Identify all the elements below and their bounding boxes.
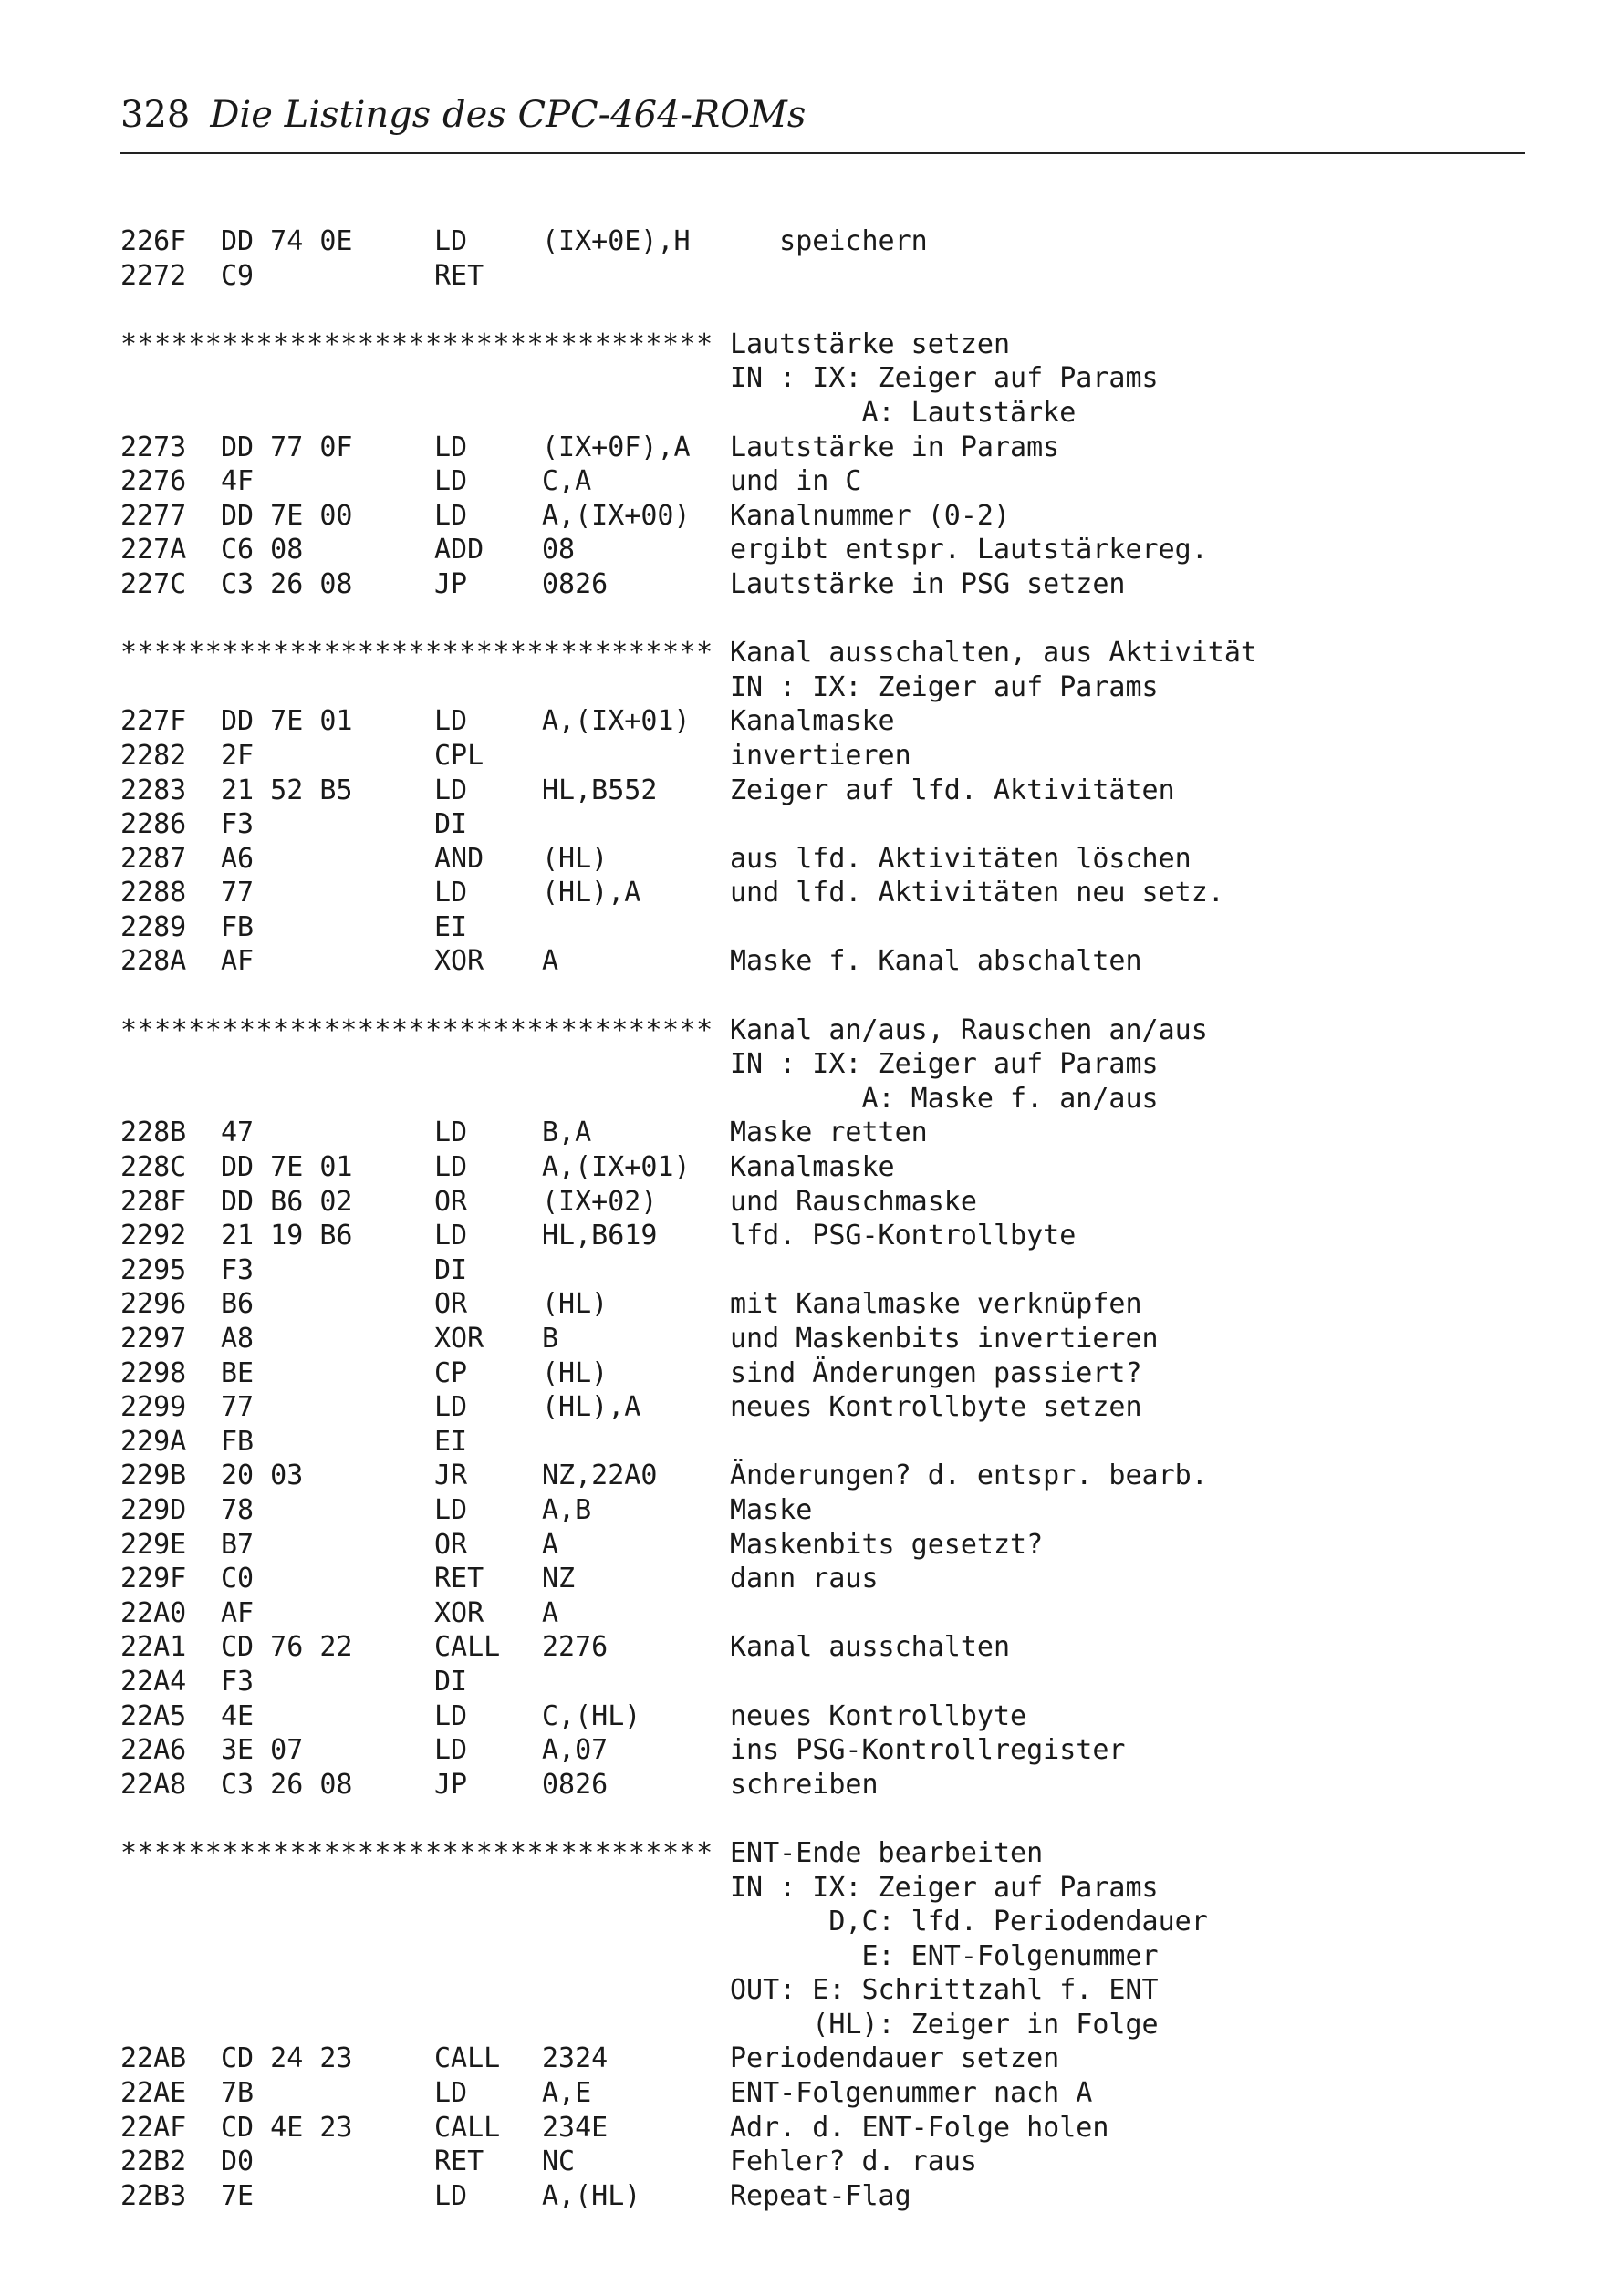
code-line: [120, 2145, 1489, 2179]
address: 22A4: [120, 1665, 187, 1698]
opcode-bytes: C9: [221, 259, 255, 292]
comment: und Rauschmaske: [730, 1185, 977, 1218]
section-gap: [120, 602, 1489, 637]
address: 227F: [120, 705, 187, 738]
opcode-bytes: DD 77 0F: [221, 431, 353, 463]
code-line: [120, 1116, 1489, 1150]
opcode-bytes: FB: [221, 910, 255, 943]
opcode-bytes: 20 03: [221, 1460, 304, 1492]
operand: 2324: [542, 2042, 609, 2075]
mnemonic: LD: [434, 1734, 468, 1767]
code-line: [120, 2111, 1489, 2145]
opcode-bytes: CD 76 22: [221, 1631, 353, 1664]
section-header: [120, 1836, 1489, 1871]
opcode-bytes: C6 08: [221, 534, 304, 566]
code-line: [120, 1562, 1489, 1596]
operand: NZ: [542, 1563, 576, 1595]
opcode-bytes: 7E: [221, 2179, 255, 2212]
comment: und lfd. Aktivitäten neu setz.: [730, 877, 1224, 909]
mnemonic: XOR: [434, 945, 484, 978]
mnemonic: DI: [434, 808, 468, 841]
address: 2298: [120, 1356, 187, 1389]
address: 229B: [120, 1460, 187, 1492]
code-line: [120, 1322, 1489, 1356]
code-line: [120, 876, 1489, 910]
address: 2296: [120, 1288, 187, 1321]
address: 22A0: [120, 1596, 187, 1629]
section-gap: [120, 1802, 1489, 1836]
address: 228F: [120, 1185, 187, 1218]
mnemonic: LD: [434, 705, 468, 738]
code-line: [120, 944, 1489, 979]
separator-stars: ***********************************: [120, 1836, 713, 1869]
operand: C,A: [542, 465, 592, 498]
mnemonic: CALL: [434, 2042, 501, 2075]
address: 226F: [120, 225, 187, 257]
section-note: [120, 1939, 1489, 1974]
opcode-bytes: 4F: [221, 465, 255, 498]
operand: A,(IX+01): [542, 705, 691, 738]
comment: schreiben: [730, 1768, 879, 1801]
code-line: [120, 807, 1489, 842]
opcode-bytes: C0: [221, 1563, 255, 1595]
operand: A,(IX+01): [542, 1151, 691, 1184]
comment: Lautstärke in Params: [730, 431, 1060, 463]
comment: speichern: [730, 225, 928, 257]
code-line: [120, 1596, 1489, 1631]
code-line: [120, 910, 1489, 945]
address: 22AF: [120, 2111, 187, 2144]
code-line: [120, 2076, 1489, 2111]
address: 22A8: [120, 1768, 187, 1801]
section-comment: (HL): Zeiger in Folge: [730, 2008, 1159, 2041]
opcode-bytes: BE: [221, 1356, 255, 1389]
mnemonic: OR: [434, 1185, 468, 1218]
code-line: [120, 1528, 1489, 1563]
operand: (HL),A: [542, 877, 641, 909]
code-line: [120, 1219, 1489, 1253]
address: 2295: [120, 1253, 187, 1286]
mnemonic: LD: [434, 1117, 468, 1149]
comment: Lautstärke in PSG setzen: [730, 567, 1126, 600]
operand: 08: [542, 534, 576, 566]
comment: Fehler? d. raus: [730, 2145, 977, 2178]
code-line: [120, 224, 1489, 259]
address: 2292: [120, 1220, 187, 1252]
opcode-bytes: 3E 07: [221, 1734, 304, 1767]
code-line: [120, 533, 1489, 567]
comment: Kanalnummer (0-2): [730, 499, 1011, 532]
code-line: [120, 464, 1489, 499]
mnemonic: XOR: [434, 1596, 484, 1629]
section-note: [120, 1973, 1489, 2008]
address: 2297: [120, 1323, 187, 1355]
mnemonic: CALL: [434, 2111, 501, 2144]
operand: (HL): [542, 1288, 609, 1321]
mnemonic: CP: [434, 1356, 468, 1389]
address: 2276: [120, 465, 187, 498]
code-line: [120, 431, 1489, 465]
comment: Kanal ausschalten: [730, 1631, 1011, 1664]
mnemonic: JP: [434, 1768, 468, 1801]
code-line: [120, 842, 1489, 877]
address: 2282: [120, 739, 187, 772]
operand: A: [542, 1528, 559, 1561]
operand: (HL): [542, 1356, 609, 1389]
code-line: [120, 1390, 1489, 1425]
mnemonic: OR: [434, 1288, 468, 1321]
mnemonic: LD: [434, 877, 468, 909]
separator-stars: ***********************************: [120, 1013, 713, 1046]
operand: HL,B552: [542, 774, 658, 806]
code-line: [120, 1253, 1489, 1288]
comment: invertieren: [730, 739, 911, 772]
operand: HL,B619: [542, 1220, 658, 1252]
section-comment: D,C: lfd. Periodendauer: [730, 1906, 1208, 1938]
operand: 234E: [542, 2111, 609, 2144]
section-note: [120, 1871, 1489, 1906]
separator-stars: ***********************************: [120, 327, 713, 360]
mnemonic: LD: [434, 1151, 468, 1184]
opcode-bytes: D0: [221, 2145, 255, 2178]
operand: NC: [542, 2145, 576, 2178]
operand: B: [542, 1323, 559, 1355]
mnemonic: AND: [434, 842, 484, 875]
operand: (IX+02): [542, 1185, 658, 1218]
section-note: [120, 1047, 1489, 1082]
section-comment: Kanal ausschalten, aus Aktivität: [730, 637, 1257, 670]
mnemonic: LD: [434, 1493, 468, 1526]
section-comment: A: Lautstärke: [730, 396, 1077, 429]
comment: Repeat-Flag: [730, 2179, 911, 2212]
operand: A,(HL): [542, 2179, 641, 2212]
opcode-bytes: 47: [221, 1117, 255, 1149]
opcode-bytes: CD 4E 23: [221, 2111, 353, 2144]
mnemonic: OR: [434, 1528, 468, 1561]
section-header: [120, 636, 1489, 670]
mnemonic: EI: [434, 1425, 468, 1458]
address: 228A: [120, 945, 187, 978]
comment: Kanalmaske: [730, 705, 895, 738]
comment: ins PSG-Kontrollregister: [730, 1734, 1126, 1767]
opcode-bytes: F3: [221, 1665, 255, 1698]
comment: mit Kanalmaske verknüpfen: [730, 1288, 1142, 1321]
mnemonic: CPL: [434, 739, 484, 772]
opcode-bytes: DD B6 02: [221, 1185, 353, 1218]
code-line: [120, 1733, 1489, 1768]
comment: Maske retten: [730, 1117, 928, 1149]
operand: B,A: [542, 1117, 592, 1149]
opcode-bytes: A6: [221, 842, 255, 875]
mnemonic: LD: [434, 225, 468, 257]
section-comment: Kanal an/aus, Rauschen an/aus: [730, 1013, 1208, 1046]
mnemonic: LD: [434, 2077, 468, 2110]
mnemonic: JR: [434, 1460, 468, 1492]
operand: C,(HL): [542, 1699, 641, 1732]
comment: Adr. d. ENT-Folge holen: [730, 2111, 1109, 2144]
opcode-bytes: 78: [221, 1493, 255, 1526]
opcode-bytes: DD 74 0E: [221, 225, 353, 257]
comment: aus lfd. Aktivitäten löschen: [730, 842, 1192, 875]
code-line: [120, 704, 1489, 739]
code-line: [120, 1459, 1489, 1493]
opcode-bytes: 77: [221, 1391, 255, 1424]
address: 2288: [120, 877, 187, 909]
operand: 0826: [542, 567, 609, 600]
code-line: [120, 1185, 1489, 1220]
page-header: [120, 88, 1525, 142]
opcode-bytes: 21 52 B5: [221, 774, 353, 806]
code-line: [120, 1699, 1489, 1734]
operand: A: [542, 1596, 559, 1629]
address: 229F: [120, 1563, 187, 1595]
section-note: [120, 1082, 1489, 1117]
separator-stars: ***********************************: [120, 637, 713, 670]
code-line: [120, 774, 1489, 808]
opcode-bytes: DD 7E 00: [221, 499, 353, 532]
address: 22A1: [120, 1631, 187, 1664]
comment: Zeiger auf lfd. Aktivitäten: [730, 774, 1175, 806]
section-note: [120, 361, 1489, 396]
operand: A,(IX+00): [542, 499, 691, 532]
address: 22B3: [120, 2179, 187, 2212]
comment: neues Kontrollbyte setzen: [730, 1391, 1142, 1424]
operand: (IX+0E),H: [542, 225, 691, 257]
opcode-bytes: F3: [221, 1253, 255, 1286]
operand: (HL): [542, 842, 609, 875]
page-number: 328: [120, 94, 191, 136]
mnemonic: EI: [434, 910, 468, 943]
opcode-bytes: AF: [221, 1596, 255, 1629]
code-line: [120, 1356, 1489, 1391]
comment: ergibt entspr. Lautstärkereg.: [730, 534, 1208, 566]
code-line: [120, 1287, 1489, 1322]
address: 22A6: [120, 1734, 187, 1767]
address: 229E: [120, 1528, 187, 1561]
address: 228B: [120, 1117, 187, 1149]
section-comment: A: Maske f. an/aus: [730, 1082, 1159, 1115]
address: 228C: [120, 1151, 187, 1184]
mnemonic: DI: [434, 1253, 468, 1286]
mnemonic: XOR: [434, 1323, 484, 1355]
operand: NZ,22A0: [542, 1460, 658, 1492]
section-header: [120, 1013, 1489, 1048]
opcode-bytes: DD 7E 01: [221, 705, 353, 738]
address: 22AB: [120, 2042, 187, 2075]
section-note: [120, 1905, 1489, 1939]
opcode-bytes: F3: [221, 808, 255, 841]
section-comment: OUT: E: Schrittzahl f. ENT: [730, 1974, 1159, 2007]
code-line: [120, 567, 1489, 602]
operand: (IX+0F),A: [542, 431, 691, 463]
section-note: [120, 396, 1489, 431]
comment: Änderungen? d. entspr. bearb.: [730, 1460, 1208, 1492]
code-line: [120, 499, 1489, 534]
opcode-bytes: 2F: [221, 739, 255, 772]
operand: 2276: [542, 1631, 609, 1664]
comment: sind Änderungen passiert?: [730, 1356, 1142, 1389]
mnemonic: ADD: [434, 534, 484, 566]
comment: Maske: [730, 1493, 813, 1526]
code-line: [120, 1768, 1489, 1803]
operand: (HL),A: [542, 1391, 641, 1424]
operand: A,B: [542, 1493, 592, 1526]
opcode-bytes: B7: [221, 1528, 255, 1561]
mnemonic: RET: [434, 1563, 484, 1595]
opcode-bytes: 4E: [221, 1699, 255, 1732]
code-line: [120, 1150, 1489, 1185]
comment: ENT-Folgenummer nach A: [730, 2077, 1093, 2110]
assembly-listing: [120, 224, 1489, 2213]
section-gap: [120, 979, 1489, 1013]
opcode-bytes: FB: [221, 1425, 255, 1458]
operand: A: [542, 945, 559, 978]
code-line: [120, 1493, 1489, 1528]
opcode-bytes: CD 24 23: [221, 2042, 353, 2075]
address: 22B2: [120, 2145, 187, 2178]
page-title: Die Listings des CPC-464-ROMs: [210, 94, 806, 136]
code-line: [120, 1425, 1489, 1460]
mnemonic: LD: [434, 431, 468, 463]
address: 2289: [120, 910, 187, 943]
address: 227A: [120, 534, 187, 566]
section-gap: [120, 293, 1489, 327]
section-comment: IN : IX: Zeiger auf Params: [730, 670, 1159, 703]
mnemonic: LD: [434, 465, 468, 498]
opcode-bytes: B6: [221, 1288, 255, 1321]
section-comment: ENT-Ende bearbeiten: [730, 1836, 1044, 1869]
code-line: [120, 1630, 1489, 1665]
address: 22AE: [120, 2077, 187, 2110]
address: 2277: [120, 499, 187, 532]
mnemonic: RET: [434, 259, 484, 292]
address: 227C: [120, 567, 187, 600]
address: 2272: [120, 259, 187, 292]
code-line: [120, 739, 1489, 774]
opcode-bytes: 77: [221, 877, 255, 909]
section-note: [120, 670, 1489, 705]
comment: Maske f. Kanal abschalten: [730, 945, 1142, 978]
address: 2286: [120, 808, 187, 841]
opcode-bytes: 7B: [221, 2077, 255, 2110]
opcode-bytes: C3 26 08: [221, 567, 353, 600]
header-rule: [120, 152, 1525, 154]
section-comment: E: ENT-Folgenummer: [730, 1939, 1159, 1972]
mnemonic: LD: [434, 2179, 468, 2212]
comment: und Maskenbits invertieren: [730, 1323, 1159, 1355]
code-line: [120, 1665, 1489, 1699]
section-comment: IN : IX: Zeiger auf Params: [730, 1048, 1159, 1081]
address: 2283: [120, 774, 187, 806]
section-header: [120, 327, 1489, 362]
mnemonic: JP: [434, 567, 468, 600]
comment: Maskenbits gesetzt?: [730, 1528, 1044, 1561]
section-comment: IN : IX: Zeiger auf Params: [730, 1871, 1159, 1904]
mnemonic: LD: [434, 1220, 468, 1252]
mnemonic: LD: [434, 1699, 468, 1732]
code-line: [120, 259, 1489, 294]
address: 2273: [120, 431, 187, 463]
mnemonic: LD: [434, 499, 468, 532]
comment: Kanalmaske: [730, 1151, 895, 1184]
address: 2299: [120, 1391, 187, 1424]
opcode-bytes: 21 19 B6: [221, 1220, 353, 1252]
comment: dann raus: [730, 1563, 879, 1595]
opcode-bytes: AF: [221, 945, 255, 978]
section-note: [120, 2008, 1489, 2042]
opcode-bytes: C3 26 08: [221, 1768, 353, 1801]
code-line: [120, 2179, 1489, 2214]
operand: A,07: [542, 1734, 609, 1767]
mnemonic: RET: [434, 2145, 484, 2178]
address: 229A: [120, 1425, 187, 1458]
address: 2287: [120, 842, 187, 875]
comment: neues Kontrollbyte: [730, 1699, 1027, 1732]
section-comment: Lautstärke setzen: [730, 327, 1011, 360]
operand: 0826: [542, 1768, 609, 1801]
comment: und in C: [730, 465, 862, 498]
comment: lfd. PSG-Kontrollbyte: [730, 1220, 1077, 1252]
opcode-bytes: A8: [221, 1323, 255, 1355]
section-comment: IN : IX: Zeiger auf Params: [730, 362, 1159, 395]
code-line: [120, 2041, 1489, 2076]
address: 22A5: [120, 1699, 187, 1732]
mnemonic: DI: [434, 1665, 468, 1698]
mnemonic: LD: [434, 774, 468, 806]
operand: A,E: [542, 2077, 592, 2110]
comment: Periodendauer setzen: [730, 2042, 1060, 2075]
mnemonic: CALL: [434, 1631, 501, 1664]
opcode-bytes: DD 7E 01: [221, 1151, 353, 1184]
mnemonic: LD: [434, 1391, 468, 1424]
address: 229D: [120, 1493, 187, 1526]
